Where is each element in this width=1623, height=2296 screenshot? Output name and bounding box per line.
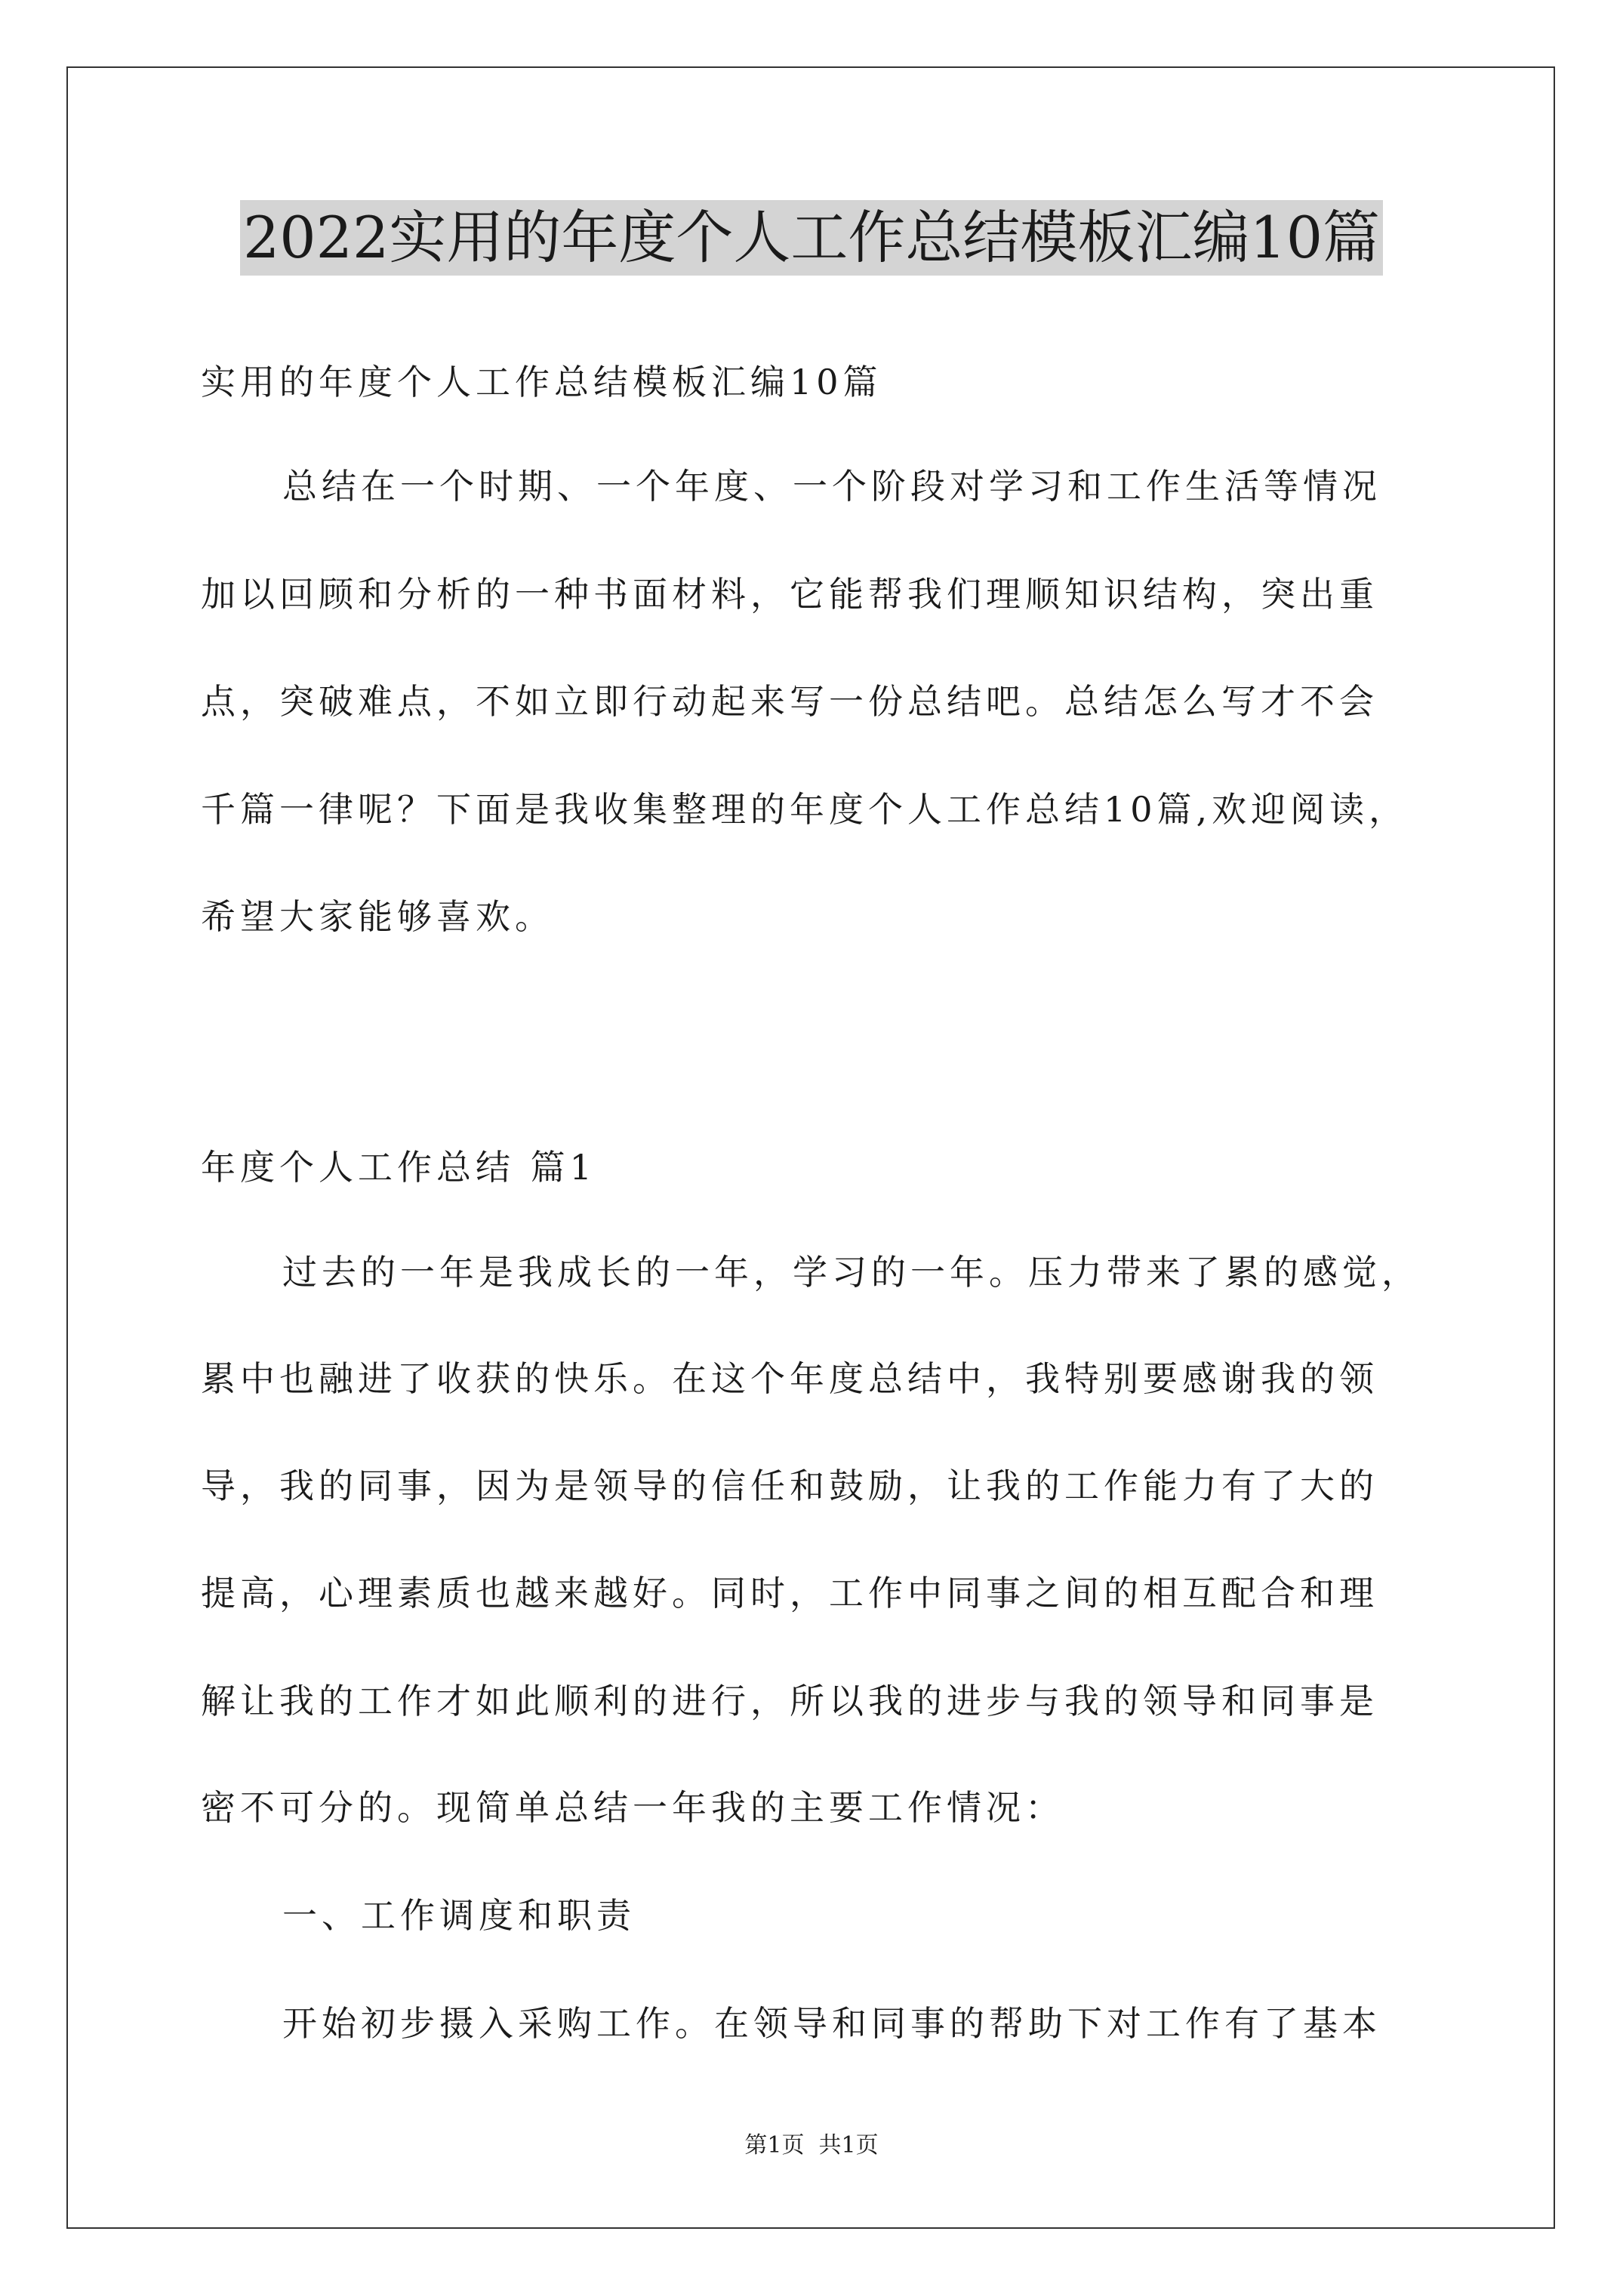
title-container [0,200,1623,276]
body-line-5: 解让我的工作才如此顺利的进行，所以我的进步与我的领导和同事是 [201,1681,1378,1721]
document-subtitle: 实用的年度个人工作总结模板汇编10篇 [201,362,882,402]
intro-line-3: 点，突破难点，不如立即行动起来写一份总结吧。总结怎么写才不会 [201,681,1378,722]
document-title: 2022实用的年度个人工作总结模板汇编10篇 [240,200,1383,276]
body-line-2: 累中也融进了收获的快乐。在这个年度总结中，我特别要感谢我的领 [201,1358,1378,1399]
sub-heading: 一、工作调度和职责 [282,1895,636,1936]
intro-line-5: 希望大家能够喜欢。 [201,896,554,937]
body-line-3: 导，我的同事，因为是领导的信任和鼓励，让我的工作能力有了大的 [201,1465,1378,1506]
body-line-4: 提高，心理素质也越来越好。同时，工作中同事之间的相互配合和理 [201,1573,1378,1613]
body-line-1: 过去的一年是我成长的一年，学习的一年。压力带来了累的感觉， [282,1252,1421,1293]
page-number-footer: 第1页 共1页 [744,2132,879,2159]
section-heading: 年度个人工作总结 篇1 [201,1147,596,1188]
intro-line-4: 千篇一律呢？下面是我收集整理的年度个人工作总结10篇,欢迎阅读， [201,789,1409,830]
body-line-7: 开始初步摄入采购工作。在领导和同事的帮助下对工作有了基本 [282,2003,1381,2044]
intro-line-2: 加以回顾和分析的一种书面材料，它能帮我们理顺知识结构，突出重 [201,574,1378,615]
intro-line-1: 总结在一个时期、一个年度、一个阶段对学习和工作生活等情况 [282,466,1381,507]
body-line-6: 密不可分的。现简单总结一年我的主要工作情况： [201,1787,1064,1828]
